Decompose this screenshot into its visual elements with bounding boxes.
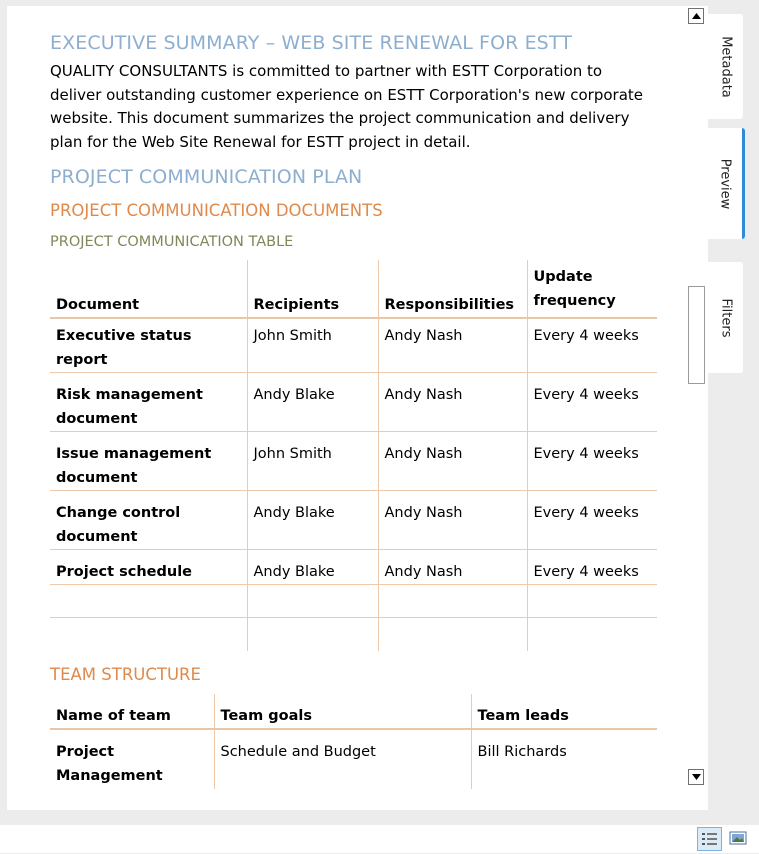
table-header-cell: Name of team [50,694,214,729]
table-cell: Schedule and Budget [214,729,471,789]
executive-summary-heading: EXECUTIVE SUMMARY – WEB SITE RENEWAL FOR ESTT [50,32,572,54]
vertical-scrollbar[interactable] [686,6,708,810]
table-cell [50,585,247,618]
table-row [50,491,657,550]
table-cell: Bill Richards [471,729,657,789]
table-row [50,729,657,789]
table-cell [378,618,527,651]
table-header-row [50,260,657,318]
status-bar [0,825,759,853]
details-view-button[interactable] [697,827,722,851]
communication-plan-heading: PROJECT COMMUNICATION PLAN [50,166,363,188]
table-cell: Every 4 weeks [527,491,657,550]
table-row [50,373,657,432]
table-cell [247,585,378,618]
communication-table [50,260,657,651]
table-header-cell: Team leads [471,694,657,729]
table-cell: John Smith [247,318,378,373]
tab-filters[interactable] [708,262,743,373]
table-cell: Risk management document [50,373,247,432]
tab-preview-label: Preview [717,158,733,209]
arrow-down-icon [692,774,701,780]
table-row [50,318,657,373]
table-row [50,585,657,618]
details-view-icon [698,828,721,850]
table-cell: Andy Blake [247,491,378,550]
preview-view-icon [726,827,749,849]
scroll-up-button[interactable] [688,8,704,24]
tab-metadata-label: Metadata [718,35,733,98]
table-cell: Change control document [50,491,247,550]
table-cell: Every 4 weeks [527,373,657,432]
table-cell [247,618,378,651]
document-content [50,32,657,789]
table-header-cell: Responsibilities [378,260,527,318]
table-row [50,550,657,585]
scroll-thumb[interactable] [688,286,705,384]
arrow-up-icon [692,13,701,19]
table-cell: Project Management [56,743,163,784]
table-cell: Every 4 weeks [527,318,657,373]
table-cell: Project schedule [50,550,247,585]
table-cell: Issue management document [50,432,247,491]
table-cell: Andy Nash [378,550,527,585]
tab-metadata[interactable] [708,14,743,119]
table-cell: Andy Nash [378,318,527,373]
table-header-row [50,694,657,729]
communication-documents-heading: PROJECT COMMUNICATION DOCUMENTS [50,201,383,220]
scroll-down-button[interactable] [688,769,704,785]
table-row [50,432,657,491]
executive-summary-body: QUALITY CONSULTANTS is committed to partner with ESTT Corporation to deliver outstanding customer experience on ESTT Corporation's new corporate website. This document summarizes the project communication and delivery plan for the Web Site Renewal for ESTT project in detail. [50,62,644,151]
table-cell: Andy Nash [378,432,527,491]
table-cell [50,618,247,651]
table-cell: Every 4 weeks [527,432,657,491]
table-header-cell: Recipients [247,260,378,318]
tab-preview[interactable] [708,128,745,239]
team-structure-heading: TEAM STRUCTURE [50,664,201,684]
table-cell [378,585,527,618]
preview-view-button[interactable] [726,827,751,851]
table-cell [527,618,657,651]
table-header-cell: Document [50,260,247,318]
table-cell: Every 4 weeks [527,550,657,585]
table-cell: Andy Nash [378,373,527,432]
table-cell: Andy Blake [247,373,378,432]
communication-table-heading: PROJECT COMMUNICATION TABLE [50,234,294,250]
table-header-cell: Team goals [214,694,471,729]
table-cell [527,585,657,618]
table-cell: John Smith [247,432,378,491]
document-preview-pane [7,6,708,810]
tab-filters-label: Filters [718,298,733,337]
table-cell: Andy Blake [247,550,378,585]
table-cell: Executive status report [56,328,192,368]
table-cell: Andy Nash [378,491,527,550]
table-header-cell: Update frequency [527,260,657,318]
table-row [50,618,657,651]
team-structure-table [50,694,657,789]
